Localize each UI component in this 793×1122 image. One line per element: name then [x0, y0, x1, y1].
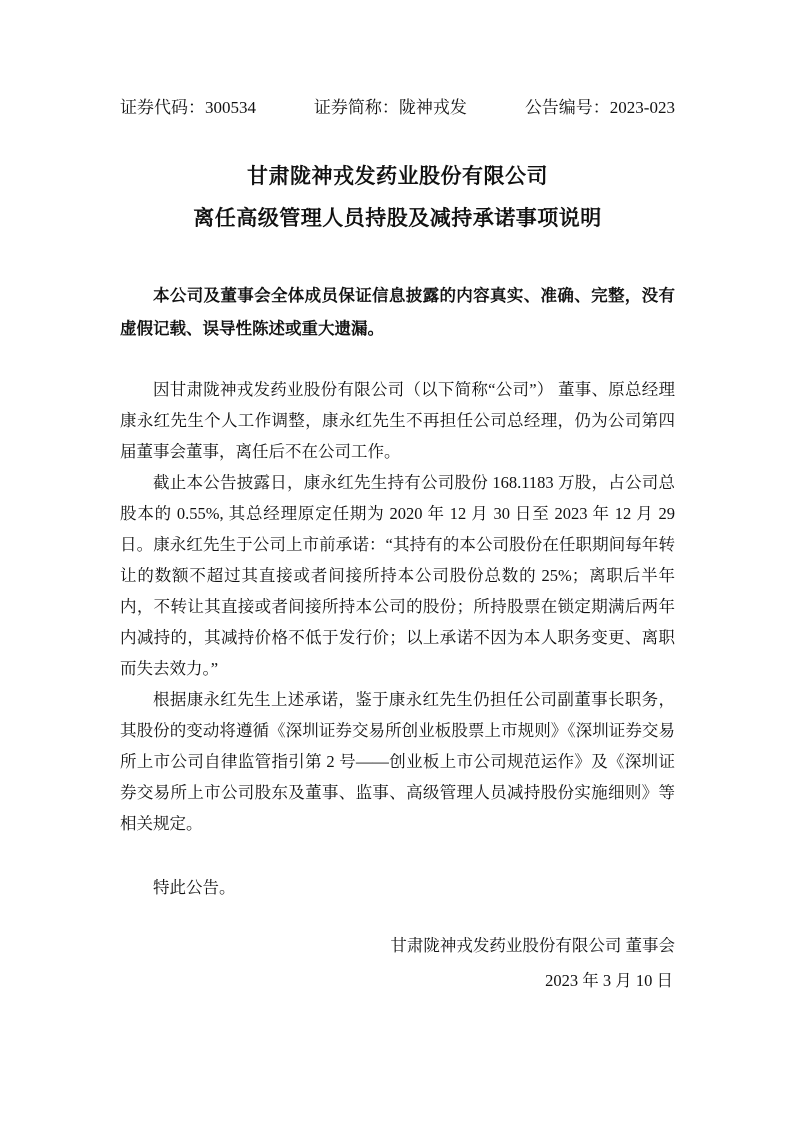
document-title-subject: 离任高级管理人员持股及减持承诺事项说明	[193, 207, 602, 230]
announcement-number: 公告编号：2023-023	[524, 98, 675, 117]
signature-company: 甘肃陇神戎发药业股份有限公司 董事会	[390, 936, 675, 955]
stock-name: 证券简称：陇神戎发	[313, 98, 467, 117]
disclaimer-paragraph: 本公司及董事会全体成员保证信息披露的内容真实、准确、完整，没有虚假记载、误导性陈述或重大遗漏。	[120, 287, 675, 338]
stock-code: 证券代码：300534	[120, 98, 256, 117]
body-paragraph-3: 根据康永红先生上述承诺，鉴于康永红先生仍担任公司副董事长职务，其股份的变动将遵循《深圳证券交易所创业板股票上市规则》《深圳证券交易所上市公司自律监管指引第 2 号——创业板上市公司规范运作》及《深圳证券交易所上市公司股东及董事、监事、高级管理人员减持股份实施细则》等相关规定。	[120, 690, 675, 833]
body-paragraph-1: 因甘肃陇神戎发药业股份有限公司（以下简称“公司”） 董事、原总经理康永红先生个人工作调整，康永红先生不再担任公司总经理，仍为公司第四届董事会董事，离任后不在公司工作。	[120, 380, 675, 461]
document-header-row	[120, 96, 675, 120]
signature-block	[120, 930, 675, 996]
signature-date: 2023 年 3 月 10 日	[545, 971, 673, 990]
body-paragraph-2: 截止本公告披露日，康永红先生持有公司股份 168.1183 万股，占公司总股本的 0.55%, 其总经理原定任期为 2020 年 12 月 30 日至 2023 年 12 月 29 日。康永红先生于公司上市前承诺：“其持有的本公司股份在任职期间每年转让的数额不超过其直接或者间接所持本公司股份总数的 25%；离职后半年内，不转让其直接或者间接所持本公司的股份；所持股票在锁定期满后两年内减持的，其减持价格不低于发行价；以上承诺不因为本人职务变更、离职而失去效力。”	[120, 473, 675, 678]
closing-statement: 特此公告。	[153, 878, 236, 897]
document-title-company: 甘肃陇神戎发药业股份有限公司	[247, 165, 548, 188]
